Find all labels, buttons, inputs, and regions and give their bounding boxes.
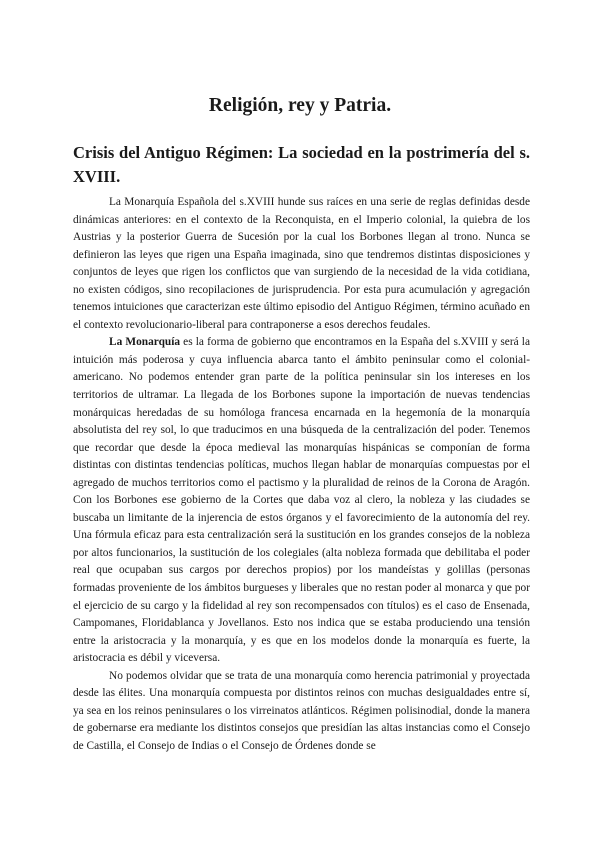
page-title: Religión, rey y Patria. xyxy=(208,95,392,116)
paragraph xyxy=(73,668,530,756)
paragraph xyxy=(73,334,530,667)
paragraph-text: La Monarquía Española del s.XVIII hunde sus raíces en una serie de reglas definidas desde dinámicas anteriores: en el contexto de la Reconquista, en el Imperio colonial, la quiebra de los Austrias y la posterior Guerra de Sucesión por la cual los Borbones llegan al trono. Nunca se definieron las leyes que rigen una España imaginada, sino que tendremos distintas disposiciones y conjuntos de leyes que rigen los conflictos que van surgiendo de la necesidad de la vida cotidiana, no existen códigos, sino recopilaciones de jurisprudencia. Por esta pura acumulación y agregación tenemos intuiciones que caracterizan este último episodio del Antiguo Régimen, término acuñado en el contexto revolucionario-liberal para contraponerse a esos derechos feudales. xyxy=(73,196,530,331)
paragraph-lead: La Monarquía xyxy=(109,336,181,349)
body-text xyxy=(73,194,530,756)
paragraph xyxy=(73,194,530,334)
section-heading: Crisis del Antiguo Régimen: La sociedad en la postrimería del s. XVIII. xyxy=(73,143,530,186)
paragraph-text: es la forma de gobierno que encontramos en la España del s.XVIII y será la intuición más poderosa y cuya influencia abarca tanto el ámbito peninsular como el colonial-americano. No podemos entender gran parte de la política peninsular sin los intereses en los territorios de ultramar. La llegada de los Borbones supone la importación de nuevas tendencias monárquicas heredadas de su homóloga francesa encarnada en la hegemonía de la monarquía absolutista del rey sol, lo que traducimos en una búsqueda de la centralización del poder. Tenemos que recordar que desde la época medieval las monarquías hispánicas se componían de forma distintas con distintas tendencias políticas, muchos llegan hablar de monarquías compuestas por el agregado de muchos territorios como el pactismo y la pluralidad de reinos de la Corona de Aragón. Con los Borbones ese gobierno de la Cortes que daba voz al clero, la nobleza y las ciudades se buscaba un limitante de la injerencia de estos órganos y el favorecimiento de la autonomía del rey. Una fórmula eficaz para esta centralización será la sustitución en los grandes consejos de la nobleza por altos funcionarios, la sustitución de los colegiales (alta nobleza formada que debilitaba el poder real que ocupaban sus cargos por derechos propios) por los mandeístas y golillas (personas formadas proveniente de los ámbitos burgueses y liberales que no restan poder al monarca y que por el ejercicio de su cargo y la fidelidad al rey son recompensados con títulos) es el caso de Ensenada, Campomanes, Floridablanca y Jovellanos. Esto nos indica que se estaba produciendo una tensión entre la aristocracia y la monarquía, y es que en los modelos donde la monarquía es fuerte, la aristocracia es débil y viceversa. xyxy=(73,336,530,665)
paragraph-text: No podemos olvidar que se trata de una monarquía como herencia patrimonial y proyectada desde las élites. Una monarquía compuesta por distintos reinos con muchas desigualdades entre sí, ya sea en los reinos peninsulares o los virreinatos atlánticos. Régimen polisinodial, donde la manera de gobernarse era mediante los distintos consejos que presidían las altas instancias como el Consejo de Castilla, el Consejo de Indias o el Consejo de Órdenes donde se xyxy=(73,669,530,752)
